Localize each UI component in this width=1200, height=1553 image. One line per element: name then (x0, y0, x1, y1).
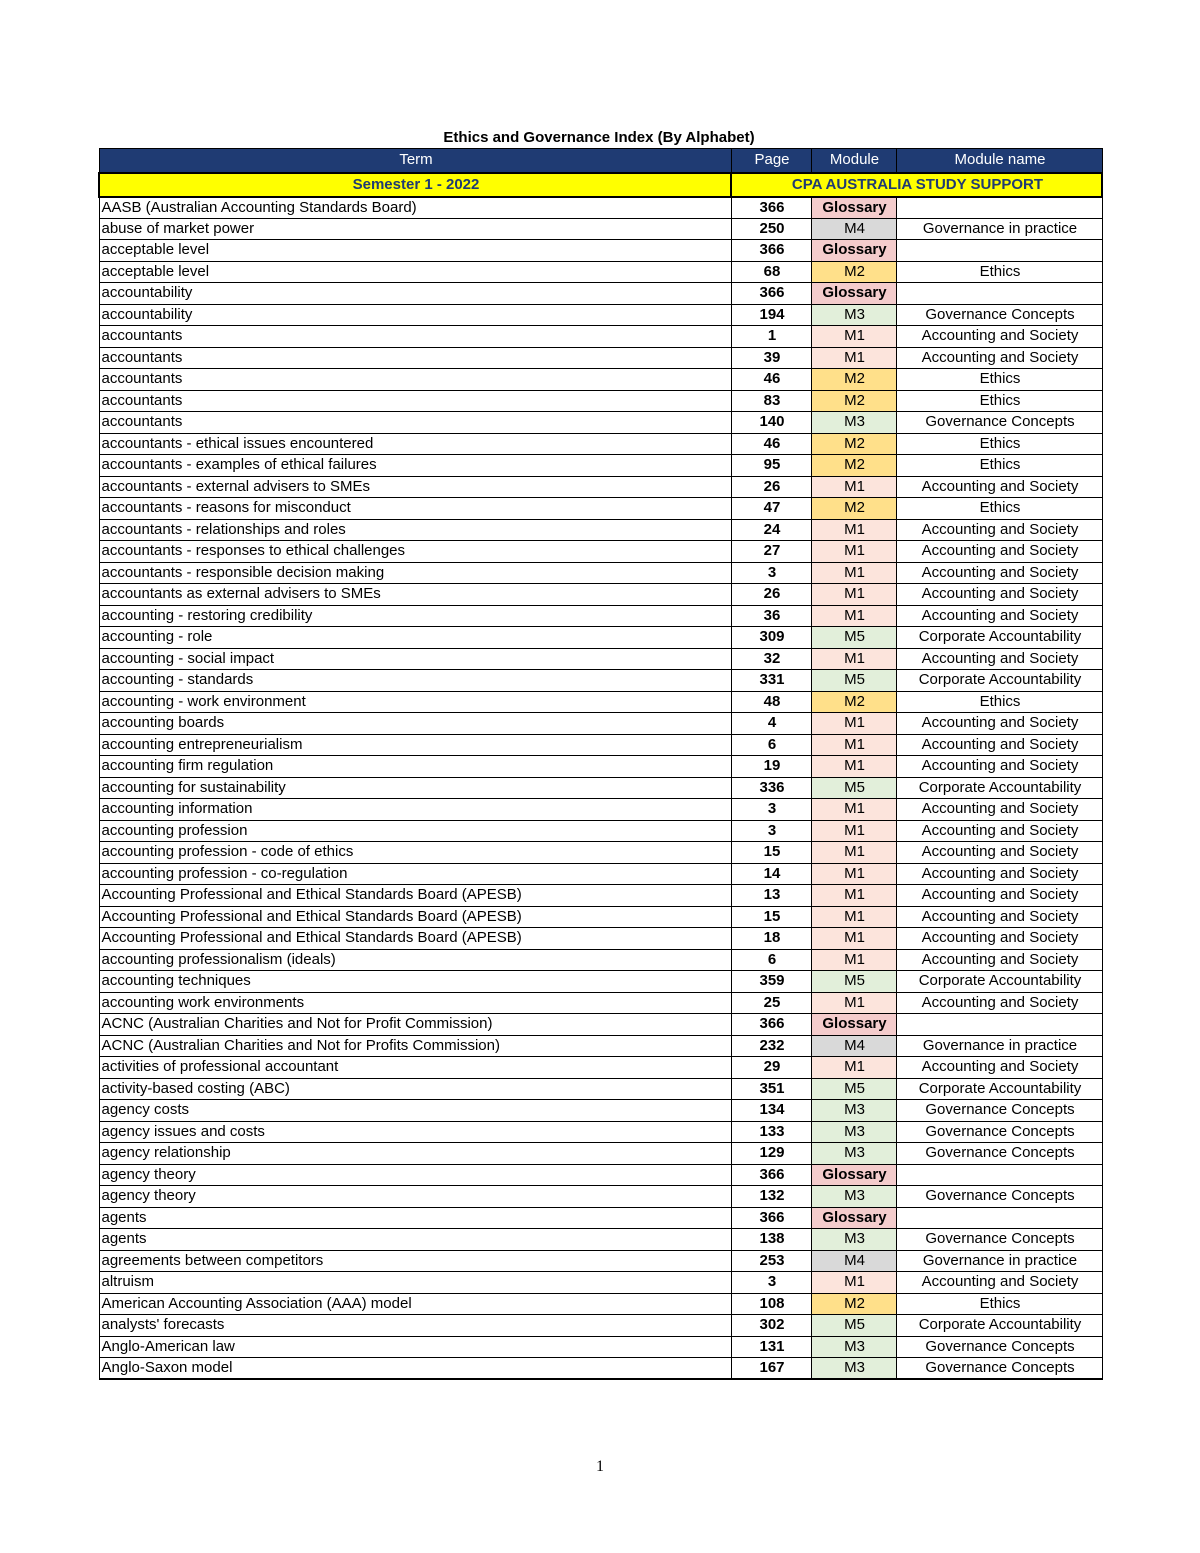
module-name-cell: Accounting and Society (896, 906, 1102, 928)
table-row (99, 541, 1102, 563)
module-cell: M2 (811, 691, 896, 713)
table-row (99, 584, 1102, 606)
module-name-cell: Ethics (896, 261, 1102, 283)
table-row (99, 347, 1102, 369)
module-name-cell: Corporate Accountability (896, 971, 1102, 993)
module-cell: M1 (811, 799, 896, 821)
page-cell: 359 (731, 971, 811, 993)
page-cell: 13 (731, 885, 811, 907)
section-row (99, 173, 1102, 197)
module-name-cell: Accounting and Society (896, 928, 1102, 950)
term-cell: accounting for sustainability (99, 777, 731, 799)
page-cell: 3 (731, 1272, 811, 1294)
table-row (99, 369, 1102, 391)
table-row (99, 1121, 1102, 1143)
module-name-cell: Ethics (896, 369, 1102, 391)
module-name-cell: Governance Concepts (896, 304, 1102, 326)
table-row (99, 240, 1102, 262)
module-cell: M2 (811, 498, 896, 520)
term-cell: agency costs (99, 1100, 731, 1122)
module-name-cell: Accounting and Society (896, 863, 1102, 885)
table-row (99, 1336, 1102, 1358)
term-cell: accounting - social impact (99, 648, 731, 670)
module-name-cell: Accounting and Society (896, 605, 1102, 627)
table-row (99, 906, 1102, 928)
module-name-cell: Accounting and Society (896, 949, 1102, 971)
module-cell: M3 (811, 1358, 896, 1380)
page-cell: 366 (731, 1014, 811, 1036)
term-cell: accountability (99, 283, 731, 305)
module-cell: M2 (811, 369, 896, 391)
term-cell: accountants - reasons for misconduct (99, 498, 731, 520)
index-rows (99, 197, 1102, 1380)
table-row (99, 820, 1102, 842)
term-cell: Accounting Professional and Ethical Standards Board (APESB) (99, 906, 731, 928)
term-cell: accounting profession - code of ethics (99, 842, 731, 864)
module-name-cell: Corporate Accountability (896, 670, 1102, 692)
table-row (99, 605, 1102, 627)
page-cell: 366 (731, 1207, 811, 1229)
module-cell: M1 (811, 541, 896, 563)
table-row (99, 1272, 1102, 1294)
module-cell: M1 (811, 928, 896, 950)
table-row (99, 992, 1102, 1014)
page-cell: 47 (731, 498, 811, 520)
module-name-cell: Governance in practice (896, 1250, 1102, 1272)
page-cell: 3 (731, 799, 811, 821)
module-name-cell: Accounting and Society (896, 584, 1102, 606)
term-cell: analysts' forecasts (99, 1315, 731, 1337)
module-cell: M3 (811, 1100, 896, 1122)
module-cell: M1 (811, 756, 896, 778)
page-cell: 366 (731, 1164, 811, 1186)
module-cell: M1 (811, 885, 896, 907)
module-name-cell (896, 197, 1102, 219)
module-name-cell (896, 240, 1102, 262)
table-row (99, 734, 1102, 756)
page-cell: 39 (731, 347, 811, 369)
page-cell: 25 (731, 992, 811, 1014)
term-cell: agents (99, 1229, 731, 1251)
module-cell: M1 (811, 326, 896, 348)
term-cell: ACNC (Australian Charities and Not for Profits Commission) (99, 1035, 731, 1057)
module-name-cell: Governance Concepts (896, 1143, 1102, 1165)
section-study-support: CPA AUSTRALIA STUDY SUPPORT (731, 173, 1102, 197)
module-cell: M3 (811, 1143, 896, 1165)
module-name-cell: Accounting and Society (896, 476, 1102, 498)
term-cell: accounting - role (99, 627, 731, 649)
term-cell: activity-based costing (ABC) (99, 1078, 731, 1100)
module-name-cell (896, 1207, 1102, 1229)
module-cell: M5 (811, 777, 896, 799)
page-cell: 26 (731, 584, 811, 606)
table-row (99, 1143, 1102, 1165)
term-cell: accounting boards (99, 713, 731, 735)
header-page: Page (731, 149, 811, 173)
page-cell: 46 (731, 433, 811, 455)
module-name-cell: Accounting and Society (896, 820, 1102, 842)
page-cell: 14 (731, 863, 811, 885)
page-cell: 309 (731, 627, 811, 649)
term-cell: accounting - standards (99, 670, 731, 692)
table-row (99, 863, 1102, 885)
module-name-cell: Accounting and Society (896, 885, 1102, 907)
module-cell: M2 (811, 261, 896, 283)
table-row (99, 1229, 1102, 1251)
term-cell: activities of professional accountant (99, 1057, 731, 1079)
table-row (99, 218, 1102, 240)
term-cell: agency issues and costs (99, 1121, 731, 1143)
module-cell: M5 (811, 1078, 896, 1100)
page-cell: 366 (731, 240, 811, 262)
page-cell: 32 (731, 648, 811, 670)
module-cell: M5 (811, 627, 896, 649)
module-name-cell: Accounting and Society (896, 541, 1102, 563)
table-row (99, 498, 1102, 520)
term-cell: accountants - responsible decision making (99, 562, 731, 584)
page-cell: 4 (731, 713, 811, 735)
term-cell: accounting information (99, 799, 731, 821)
term-cell: accountants - external advisers to SMEs (99, 476, 731, 498)
module-name-cell: Governance Concepts (896, 1358, 1102, 1380)
table-row (99, 885, 1102, 907)
table-row (99, 1078, 1102, 1100)
module-cell: M2 (811, 390, 896, 412)
table-row (99, 1207, 1102, 1229)
table-row (99, 928, 1102, 950)
table-row (99, 562, 1102, 584)
term-cell: accounting professionalism (ideals) (99, 949, 731, 971)
module-name-cell: Governance Concepts (896, 1186, 1102, 1208)
module-cell: Glossary (811, 197, 896, 219)
page-number: 1 (596, 1458, 604, 1475)
document-title: Ethics and Governance Index (By Alphabet) (443, 129, 755, 146)
term-cell: American Accounting Association (AAA) model (99, 1293, 731, 1315)
module-name-cell (896, 1164, 1102, 1186)
module-name-cell: Accounting and Society (896, 756, 1102, 778)
page-cell: 26 (731, 476, 811, 498)
module-name-cell: Corporate Accountability (896, 1078, 1102, 1100)
page-cell: 134 (731, 1100, 811, 1122)
page-cell: 138 (731, 1229, 811, 1251)
page-cell: 6 (731, 734, 811, 756)
table-row (99, 326, 1102, 348)
module-name-cell: Accounting and Society (896, 648, 1102, 670)
table-row (99, 1250, 1102, 1272)
module-cell: M1 (811, 347, 896, 369)
term-cell: Accounting Professional and Ethical Standards Board (APESB) (99, 928, 731, 950)
page-cell: 48 (731, 691, 811, 713)
page-cell: 250 (731, 218, 811, 240)
module-cell: M1 (811, 863, 896, 885)
module-cell: M3 (811, 304, 896, 326)
page-cell: 140 (731, 412, 811, 434)
term-cell: agency theory (99, 1164, 731, 1186)
module-cell: M1 (811, 820, 896, 842)
term-cell: abuse of market power (99, 218, 731, 240)
term-cell: accounting techniques (99, 971, 731, 993)
module-cell: Glossary (811, 1164, 896, 1186)
term-cell: accountants (99, 347, 731, 369)
module-cell: M1 (811, 734, 896, 756)
header-term: Term (99, 149, 731, 173)
term-cell: accounting profession (99, 820, 731, 842)
index-table (98, 148, 1103, 1380)
term-cell: ACNC (Australian Charities and Not for Profit Commission) (99, 1014, 731, 1036)
table-row (99, 971, 1102, 993)
module-name-cell: Governance Concepts (896, 412, 1102, 434)
module-cell: M1 (811, 584, 896, 606)
table-row (99, 949, 1102, 971)
page-cell: 131 (731, 1336, 811, 1358)
term-cell: agents (99, 1207, 731, 1229)
term-cell: accounting entrepreneurialism (99, 734, 731, 756)
term-cell: accountants - ethical issues encountered (99, 433, 731, 455)
page-cell: 336 (731, 777, 811, 799)
module-name-cell: Ethics (896, 1293, 1102, 1315)
table-row (99, 412, 1102, 434)
table-row (99, 1293, 1102, 1315)
table-row (99, 433, 1102, 455)
module-cell: Glossary (811, 1014, 896, 1036)
section-semester: Semester 1 - 2022 (99, 173, 731, 197)
term-cell: acceptable level (99, 261, 731, 283)
term-cell: accountants (99, 369, 731, 391)
table-row (99, 1014, 1102, 1036)
term-cell: agreements between competitors (99, 1250, 731, 1272)
header-module-name: Module name (896, 149, 1102, 173)
module-cell: M1 (811, 906, 896, 928)
table-row (99, 476, 1102, 498)
module-name-cell: Ethics (896, 433, 1102, 455)
module-cell: M3 (811, 1229, 896, 1251)
table-row (99, 670, 1102, 692)
page-cell: 351 (731, 1078, 811, 1100)
module-cell: Glossary (811, 1207, 896, 1229)
page-cell: 331 (731, 670, 811, 692)
page-cell: 83 (731, 390, 811, 412)
module-name-cell: Accounting and Society (896, 799, 1102, 821)
module-cell: M4 (811, 1250, 896, 1272)
page-cell: 29 (731, 1057, 811, 1079)
module-cell: M1 (811, 842, 896, 864)
module-name-cell: Governance in practice (896, 218, 1102, 240)
term-cell: accountants (99, 326, 731, 348)
page-cell: 194 (731, 304, 811, 326)
module-cell: M1 (811, 605, 896, 627)
module-cell: M4 (811, 1035, 896, 1057)
page-cell: 24 (731, 519, 811, 541)
module-name-cell: Corporate Accountability (896, 1315, 1102, 1337)
term-cell: Anglo-Saxon model (99, 1358, 731, 1380)
term-cell: acceptable level (99, 240, 731, 262)
page-cell: 68 (731, 261, 811, 283)
term-cell: accountability (99, 304, 731, 326)
page-cell: 129 (731, 1143, 811, 1165)
page-cell: 132 (731, 1186, 811, 1208)
module-cell: M3 (811, 412, 896, 434)
module-name-cell (896, 1014, 1102, 1036)
table-row (99, 756, 1102, 778)
page-cell: 19 (731, 756, 811, 778)
term-cell: accounting firm regulation (99, 756, 731, 778)
page-cell: 15 (731, 842, 811, 864)
table-row (99, 1315, 1102, 1337)
page-cell: 3 (731, 820, 811, 842)
page-cell: 253 (731, 1250, 811, 1272)
module-cell: M3 (811, 1186, 896, 1208)
header-row (99, 149, 1102, 173)
module-name-cell: Accounting and Society (896, 519, 1102, 541)
page-cell: 18 (731, 928, 811, 950)
module-cell: M1 (811, 1272, 896, 1294)
term-cell: accountants (99, 412, 731, 434)
module-cell: M1 (811, 519, 896, 541)
module-cell: M4 (811, 218, 896, 240)
module-name-cell: Accounting and Society (896, 734, 1102, 756)
module-name-cell: Accounting and Society (896, 1057, 1102, 1079)
table-row (99, 1100, 1102, 1122)
table-row (99, 799, 1102, 821)
module-name-cell: Accounting and Society (896, 347, 1102, 369)
page-cell: 167 (731, 1358, 811, 1380)
module-cell: M5 (811, 971, 896, 993)
module-cell: M5 (811, 670, 896, 692)
term-cell: agency theory (99, 1186, 731, 1208)
module-cell: Glossary (811, 240, 896, 262)
module-name-cell: Ethics (896, 455, 1102, 477)
term-cell: accounting - work environment (99, 691, 731, 713)
module-name-cell: Accounting and Society (896, 562, 1102, 584)
module-name-cell: Governance Concepts (896, 1121, 1102, 1143)
page-cell: 108 (731, 1293, 811, 1315)
page-cell: 366 (731, 197, 811, 219)
table-row (99, 283, 1102, 305)
page-cell: 6 (731, 949, 811, 971)
table-row (99, 627, 1102, 649)
module-name-cell: Ethics (896, 691, 1102, 713)
module-name-cell: Accounting and Society (896, 842, 1102, 864)
term-cell: accounting work environments (99, 992, 731, 1014)
table-row (99, 713, 1102, 735)
term-cell: altruism (99, 1272, 731, 1294)
table-row (99, 691, 1102, 713)
table-row (99, 648, 1102, 670)
module-name-cell: Accounting and Society (896, 326, 1102, 348)
term-cell: agency relationship (99, 1143, 731, 1165)
table-row (99, 1035, 1102, 1057)
table-row (99, 777, 1102, 799)
module-cell: M2 (811, 1293, 896, 1315)
page-cell: 95 (731, 455, 811, 477)
page-cell: 133 (731, 1121, 811, 1143)
page-cell: 46 (731, 369, 811, 391)
module-name-cell: Ethics (896, 498, 1102, 520)
term-cell: accounting profession - co-regulation (99, 863, 731, 885)
module-cell: M1 (811, 992, 896, 1014)
term-cell: accountants (99, 390, 731, 412)
term-cell: accounting - restoring credibility (99, 605, 731, 627)
module-name-cell (896, 283, 1102, 305)
module-name-cell: Governance Concepts (896, 1229, 1102, 1251)
table-row (99, 519, 1102, 541)
header-module: Module (811, 149, 896, 173)
module-cell: M3 (811, 1121, 896, 1143)
page-cell: 302 (731, 1315, 811, 1337)
page-cell: 27 (731, 541, 811, 563)
table-row (99, 1057, 1102, 1079)
module-name-cell: Accounting and Society (896, 992, 1102, 1014)
table-row (99, 390, 1102, 412)
module-cell: M1 (811, 1057, 896, 1079)
term-cell: Accounting Professional and Ethical Standards Board (APESB) (99, 885, 731, 907)
module-cell: M3 (811, 1336, 896, 1358)
term-cell: Anglo-American law (99, 1336, 731, 1358)
term-cell: accountants - examples of ethical failures (99, 455, 731, 477)
module-name-cell: Ethics (896, 390, 1102, 412)
module-name-cell: Governance Concepts (896, 1336, 1102, 1358)
table-row (99, 197, 1102, 219)
module-cell: M5 (811, 1315, 896, 1337)
page-cell: 15 (731, 906, 811, 928)
module-name-cell: Governance in practice (896, 1035, 1102, 1057)
module-cell: Glossary (811, 283, 896, 305)
module-name-cell: Corporate Accountability (896, 627, 1102, 649)
module-name-cell: Governance Concepts (896, 1100, 1102, 1122)
module-name-cell: Corporate Accountability (896, 777, 1102, 799)
module-name-cell: Accounting and Society (896, 713, 1102, 735)
page-cell: 366 (731, 283, 811, 305)
module-cell: M2 (811, 433, 896, 455)
term-cell: accountants as external advisers to SMEs (99, 584, 731, 606)
module-name-cell: Accounting and Society (896, 1272, 1102, 1294)
term-cell: accountants - responses to ethical challenges (99, 541, 731, 563)
table-row (99, 1186, 1102, 1208)
module-cell: M1 (811, 648, 896, 670)
table-row (99, 304, 1102, 326)
page-cell: 1 (731, 326, 811, 348)
module-cell: M1 (811, 713, 896, 735)
term-cell: accountants - relationships and roles (99, 519, 731, 541)
page-cell: 232 (731, 1035, 811, 1057)
table-row (99, 1164, 1102, 1186)
module-cell: M1 (811, 476, 896, 498)
table-row (99, 261, 1102, 283)
table-row (99, 1358, 1102, 1380)
table-row (99, 455, 1102, 477)
module-cell: M2 (811, 455, 896, 477)
module-cell: M1 (811, 562, 896, 584)
page-cell: 3 (731, 562, 811, 584)
table-row (99, 842, 1102, 864)
module-cell: M1 (811, 949, 896, 971)
page-cell: 36 (731, 605, 811, 627)
term-cell: AASB (Australian Accounting Standards Board) (99, 197, 731, 219)
